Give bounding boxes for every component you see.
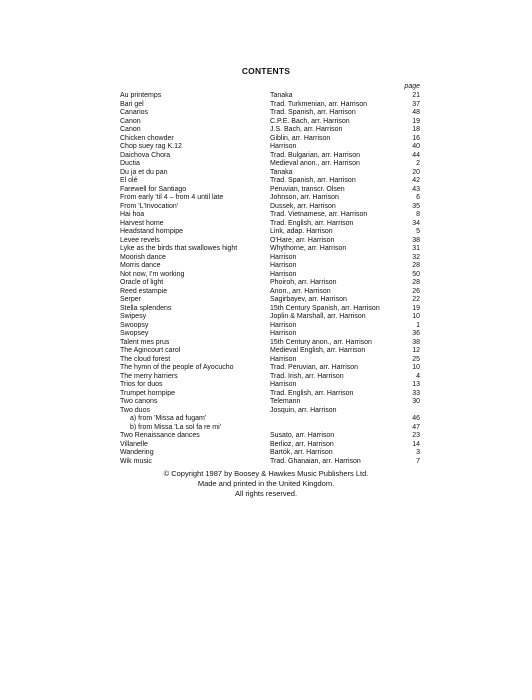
toc-entry (120, 271, 420, 280)
entry-page: 4 (416, 372, 420, 380)
entry-page: 28 (412, 279, 420, 286)
entry-title: Farewell for Santiago (120, 185, 187, 193)
toc-entry (120, 118, 420, 127)
entry-credit: Giblin, arr. Harrison (270, 134, 331, 142)
entry-title: Trios for duos (120, 381, 163, 388)
entry-credit: Tanaka (270, 168, 293, 176)
copyright-line: © Copyright 1987 by Boosey & Hawkes Music Publishers Ltd. (163, 469, 369, 478)
entry-credit: Peruvian, transcr. Olsen (270, 185, 345, 193)
entry-title: Canon (120, 126, 141, 133)
entry-page: 13 (412, 381, 420, 388)
toc-entry (120, 347, 420, 356)
toc-entry (120, 398, 420, 407)
entry-credit: Medieval anon., arr. Harrison (270, 160, 360, 167)
entry-credit: Trad. English, arr. Harrison (270, 219, 354, 227)
entry-credit: Link, adap. Harrison (270, 228, 333, 235)
entry-title: Moorish dance (120, 253, 166, 261)
toc-entry (120, 322, 420, 331)
entry-page: 31 (412, 245, 420, 252)
toc-entry (120, 160, 420, 169)
entry-title: Oracle of light (120, 279, 164, 286)
toc-entry (120, 415, 420, 424)
entry-page: 12 (412, 347, 420, 354)
rights-line: All rights reserved. (234, 489, 298, 498)
toc-entry (120, 101, 420, 110)
entry-page: 18 (412, 126, 420, 133)
toc-entry (120, 262, 420, 271)
entry-credit: Trad. Ghanaian, arr. Harrison (270, 457, 361, 465)
toc-entry (120, 237, 420, 246)
entry-title: Two duos (120, 406, 150, 414)
toc-entry (120, 390, 420, 399)
entry-title: Trumpet hornpipe (120, 389, 175, 397)
toc-entry (120, 364, 420, 373)
entry-credit: Medieval English, arr. Harrison (270, 347, 366, 354)
toc-entry (120, 254, 420, 263)
entry-title: Two Renaissance dances (120, 432, 200, 439)
entry-title: Swopsey (120, 330, 149, 337)
toc-entry (120, 373, 420, 382)
printed-line: Made and printed in the United Kingdom. (197, 479, 335, 488)
toc-entry (120, 458, 420, 467)
entry-credit: Trad. English, arr. Harrison (270, 389, 354, 397)
toc-entry (120, 126, 420, 135)
entry-credit: Phoiroh, arr. Harrison (270, 279, 337, 286)
entry-page: 22 (412, 296, 420, 303)
toc-entry (120, 220, 420, 229)
entry-page: 38 (412, 338, 420, 346)
toc-entry (120, 330, 420, 339)
entry-page: 28 (412, 262, 420, 269)
entry-page: 30 (412, 398, 420, 405)
entry-page: 42 (412, 177, 420, 184)
entry-title: Wik music (120, 457, 152, 465)
toc-entry (120, 228, 420, 237)
entry-credit: Telemann (270, 398, 301, 405)
entry-credit: Berlioz, arr. Harrison (270, 440, 334, 448)
entry-credit: Dussek, arr. Harrison (270, 202, 336, 210)
toc-entry (120, 152, 420, 161)
toc-entry (120, 135, 420, 144)
toc-entry (120, 407, 420, 416)
toc-entry (120, 313, 420, 322)
toc-entry (120, 203, 420, 212)
entry-credit: J.S. Bach, arr. Harrison (270, 126, 343, 133)
toc-entry (120, 177, 420, 186)
entry-page: 47 (412, 423, 420, 431)
entry-title: Lyke as the birds that swallowes hight (120, 245, 238, 252)
entry-title: b) from Missa 'La sol fa re mi' (130, 423, 221, 431)
entry-page: 48 (412, 109, 420, 116)
entry-title: From 'L'Invocation' (120, 202, 179, 210)
toc-entry (120, 186, 420, 195)
entry-page: 14 (412, 440, 420, 448)
entry-page: 43 (412, 185, 420, 193)
entry-page: 35 (412, 202, 420, 210)
toc-entry (120, 356, 420, 365)
entry-page: 20 (412, 168, 420, 176)
copyright-notice (0, 469, 532, 499)
toc-entry (120, 211, 420, 220)
entry-title: a) from 'Missa ad fugam' (130, 415, 207, 422)
entry-page: 8 (416, 211, 420, 218)
entry-page: 10 (412, 313, 420, 320)
entry-credit: Trad. Turkmenian, arr. Harrison (270, 100, 367, 108)
entry-title: Bari gel (120, 100, 144, 108)
entry-credit: Trad. Irish, arr. Harrison (270, 372, 344, 380)
entry-credit: Sagirbayev, arr. Harrison (270, 296, 347, 303)
entry-credit: Harrison (270, 355, 297, 363)
toc-entry (120, 279, 420, 288)
entry-page: 38 (412, 236, 420, 244)
entry-title: Ductia (120, 160, 140, 167)
toc-entry (120, 449, 420, 458)
entry-page: 44 (412, 151, 420, 159)
entry-title: Swoopsy (120, 321, 149, 329)
page-column-label: page (404, 83, 420, 90)
entry-title: Not now, I'm working (120, 270, 185, 278)
entry-credit: 15th Century Spanish, arr. Harrison (270, 304, 380, 312)
entry-page: 16 (412, 134, 420, 142)
entry-credit: Anon., arr. Harrison (270, 287, 331, 295)
entry-credit: Harrison (270, 330, 297, 337)
entry-credit: Harrison (270, 262, 297, 269)
entry-page: 25 (412, 355, 420, 363)
entry-title: Villanelle (120, 440, 148, 448)
entry-title: Hai hoa (120, 211, 145, 218)
entry-title: Canarios (120, 109, 149, 116)
entry-title: Talent mes prus (120, 338, 170, 346)
entry-page: 37 (412, 100, 420, 108)
entry-credit: Johnson, arr. Harrison (270, 194, 339, 201)
entry-credit: Trad. Spanish, arr. Harrison (270, 109, 356, 116)
toc-entry (120, 305, 420, 314)
entry-title: The hymn of the people of Ayocucho (120, 364, 234, 371)
entry-title: Canon (120, 117, 141, 125)
entry-credit: Josquin, arr. Harrison (270, 406, 337, 414)
entry-page: 7 (416, 457, 420, 465)
entry-credit: O'Hare, arr. Harrison (270, 236, 335, 244)
entry-page: 32 (412, 253, 420, 261)
toc-entry (120, 424, 420, 433)
entry-page: 3 (416, 449, 420, 456)
toc-entry (120, 92, 420, 101)
entry-title: Wandering (120, 449, 154, 456)
entry-title: Stella splendens (120, 304, 172, 312)
entry-credit: Trad. Bulgarian, arr. Harrison (270, 151, 360, 159)
toc-entry (120, 194, 420, 203)
entry-page: 21 (412, 92, 420, 99)
entry-title: The cloud forest (120, 355, 171, 363)
entry-credit: Trad. Vietnamese, arr. Harrison (270, 211, 368, 218)
entry-page: 1 (416, 321, 420, 329)
entry-title: Du ja et du pan (120, 168, 168, 176)
toc-entry (120, 441, 420, 450)
entry-title: The merry harriers (120, 372, 178, 380)
contents-list (120, 92, 420, 466)
entry-title: Chicken chowder (120, 134, 174, 142)
entry-credit: Trad. Spanish, arr. Harrison (270, 177, 356, 184)
entry-page: 40 (412, 143, 420, 150)
toc-entry (120, 381, 420, 390)
entry-credit: Tanaka (270, 92, 293, 99)
entry-credit: Harrison (270, 270, 297, 278)
toc-entry (120, 143, 420, 152)
entry-title: Two canons (120, 398, 158, 405)
entry-title: Daichova Chora (120, 151, 171, 159)
entry-title: Reed estampie (120, 287, 168, 295)
entry-credit: Harrison (270, 253, 297, 261)
entry-page: 36 (412, 330, 420, 337)
entry-page: 19 (412, 117, 420, 125)
entry-credit: Bartók, arr. Harrison (270, 449, 333, 456)
entry-title: The Agincourt carol (120, 347, 181, 354)
entry-title: Chop suey rag K.12 (120, 143, 182, 150)
entry-credit: 15th Century anon., arr. Harrison (270, 338, 372, 346)
entry-credit: C.P.E. Bach, arr. Harrison (270, 117, 350, 125)
entry-page: 46 (412, 415, 420, 422)
entry-page: 2 (416, 160, 420, 167)
entry-credit: Harrison (270, 321, 297, 329)
entry-title: Levee revels (120, 236, 160, 244)
entry-page: 10 (412, 364, 420, 371)
entry-title: Headstand hornpipe (120, 228, 184, 235)
entry-credit: Whythorne, arr. Harrison (270, 245, 347, 252)
toc-entry (120, 109, 420, 118)
entry-page: 50 (412, 270, 420, 278)
toc-entry (120, 169, 420, 178)
entry-credit: Joplin & Marshall, arr. Harrison (270, 313, 366, 320)
toc-entry (120, 245, 420, 254)
contents-heading: CONTENTS (241, 66, 291, 76)
entry-page: 23 (412, 432, 420, 439)
entry-title: Swipesy (120, 313, 147, 320)
entry-title: Harvest home (120, 219, 164, 227)
entry-title: Morris dance (120, 262, 161, 269)
toc-entry (120, 339, 420, 348)
entry-page: 19 (412, 304, 420, 312)
entry-page: 26 (412, 287, 420, 295)
entry-page: 33 (412, 389, 420, 397)
entry-title: From early 'til 4 – from 4 until late (120, 194, 224, 201)
toc-entry (120, 432, 420, 441)
entry-title: Serper (120, 296, 142, 303)
entry-page: 34 (412, 219, 420, 227)
entry-credit: Harrison (270, 143, 297, 150)
entry-page: 6 (416, 194, 420, 201)
toc-entry (120, 288, 420, 297)
entry-page: 5 (416, 228, 420, 235)
entry-title: El olé (120, 177, 138, 184)
entry-credit: Harrison (270, 381, 297, 388)
toc-entry (120, 296, 420, 305)
entry-credit: Trad. Peruvian, arr. Harrison (270, 364, 359, 371)
entry-credit: Susato, arr. Harrison (270, 432, 335, 439)
entry-title: Au printemps (120, 92, 162, 99)
